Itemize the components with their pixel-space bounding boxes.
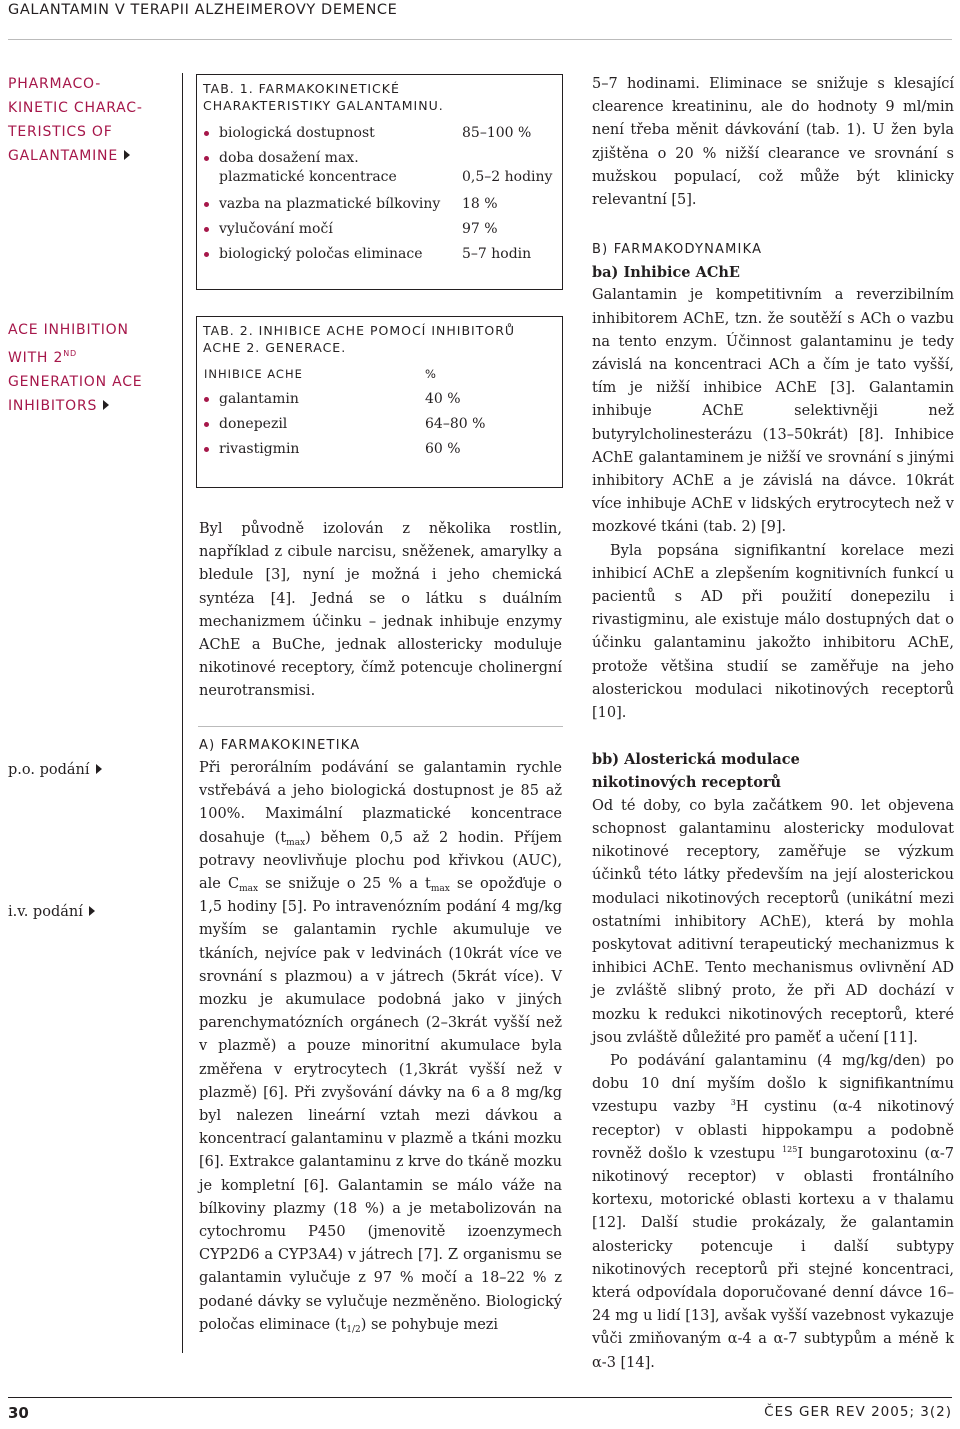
table-1-caption — [197, 75, 562, 114]
sidebar-iv-text: i.v. podání — [8, 904, 83, 920]
table-cell-value: 40 % — [425, 391, 461, 407]
table-cell-value: 97 % — [462, 221, 498, 237]
subscript: max — [286, 837, 306, 848]
table-caption-line: ACHE 2. GENERACE. — [203, 339, 347, 355]
sidebar-line: TERISTICS OF — [8, 124, 113, 140]
sidebar-line: ACE INHIBITION — [8, 322, 129, 338]
bullet-icon — [204, 227, 209, 232]
ba-paragraph-1: Galantamin je kompetitivním a reverzibilním inhibitorem AChE, tzn. že soutěží s ACh o vazbu na tento enzym. Účinnost galantaminu je tedy závislá na koncentraci ACh a čím je tato vyšší, tím je nižší inhibice AChE [3]. Galantamin inhibuje AChE selektivněji než butyrylcholinesterázu (13–50krát) [8]. Inhibice AChE galantaminem je nižší ve srovnání s jinými inhibitory AChE a je závislá na dávce. 10krát více inhibuje AChE v lidských erytrocytech než v mozkové tkáni (tab. 2) [9]. — [592, 287, 954, 536]
sidebar-line: KINETIC CHARAC- — [8, 100, 143, 116]
text-run: ) během 0,5 až 2 hodin. Příjem potravy neovlivňuje plochu pod křivkou (AUC), ale C — [199, 829, 562, 893]
bb-paragraph-2 — [592, 1050, 954, 1375]
table-cell-value: 60 % — [425, 441, 461, 457]
table-row — [197, 195, 562, 220]
text-run: se snižuje o 25 % a t — [258, 876, 431, 893]
arrow-right-icon — [89, 906, 95, 916]
section-a-paragraph — [199, 757, 562, 1337]
table-caption-line: TAB. 2. INHIBICE ACHE POMOCÍ INHIBITORŮ — [203, 323, 516, 338]
bullet-icon — [204, 397, 209, 402]
bullet-icon — [204, 447, 209, 452]
sidebar-line-text: GALANTAMINE — [8, 148, 118, 164]
text-run: ) se pohybuje mezi — [360, 1316, 499, 1333]
superscript: 3 — [730, 1098, 736, 1108]
sidebar-po-text: p.o. podání — [8, 762, 90, 778]
sidebar-superscript: ND — [63, 349, 77, 358]
sidebar-line-text: WITH 2 — [8, 350, 64, 366]
bullet-icon — [204, 252, 209, 257]
sidebar-iv-label — [8, 902, 168, 922]
text-run: Při perorálním podávání se galantamin rychle vstřebává a jeho biologická dostupnost je 85 až 100%. Maximální plazmatické koncentrace dosahuje (t — [199, 760, 562, 846]
sidebar-line: GENERATION ACE — [8, 374, 143, 390]
subsection-ba-heading: ba) Inhibice AChE — [592, 264, 740, 282]
table-cell-value: 64–80 % — [425, 416, 486, 432]
arrow-right-icon — [96, 764, 102, 774]
section-a-heading: A) FARMAKOKINETIKA — [199, 738, 361, 753]
table-1 — [196, 74, 563, 290]
table-row — [197, 149, 562, 195]
table-row — [197, 440, 562, 465]
column-divider — [182, 73, 183, 1353]
table-cell-label: vazba na plazmatické bílkoviny — [219, 196, 441, 212]
table-cell-label: rivastigmin — [219, 441, 300, 457]
section-divider — [198, 726, 563, 727]
running-head: GALANTAMIN V TERAPII ALZHEIMEROVY DEMENCE — [8, 0, 952, 40]
table-2-caption — [197, 317, 562, 356]
table-row — [197, 124, 562, 149]
sidebar-line — [8, 144, 168, 168]
intro-paragraph: Byl původně izolován z několika rostlin, například z cibule narcisu, sněženek, amarylky a bledule [3], nyní je možná i jeho chemická syntéza [4]. Jedná se o látku s duálním mechanizmem účinku – jednak inhibuje enzymy AChE a BuChe, jednak allostericky moduluje nikotinové receptory, čímž potencuje cholinergní neurotransmisi. — [199, 521, 562, 700]
table-cell-label: biologický poločas eliminace — [219, 246, 423, 262]
arrow-right-icon — [103, 400, 109, 410]
table-row — [197, 220, 562, 245]
table-header-row — [197, 366, 562, 390]
ba-paragraph-2: Byla popsána signifikantní korelace mezi inhibicí AChE a zlepšením kognitivních funkcí u pacientů s AD při použití donepezilu i rivastigminu, ale existuje málo dostupných dat o účinku galantaminu jakožto inhibitoru AChE, protože většina studií se zaměřuje na jeho alosterickou modulaci nikotinových receptorů [10]. — [592, 542, 954, 722]
table-cell-value: 0,5–2 hodiny — [462, 169, 553, 185]
section-a-block — [199, 734, 562, 1337]
bb-paragraph-1: Od té doby, co byla začátkem 90. let objevena schopnost galantaminu alostericky modulovat nikotinové receptory, zaměřuje se výzkum účinků této látky především na její alosterickou modulaci nikotinových receptorů (unikátní mezi ostatními inhibitory AChE), která by mohla poskytovat aditivní terapeutický mechanizmus k inhibici AChE. Tento mechanismus ovlivnění AD je zvláště slibný proto, že při AD dochází v mozku k redukci nikotinových receptorů, které jsou zvláště důležité pro paměť a učení [11]. — [592, 797, 954, 1046]
table-caption-line: TAB. 1. FARMAKOKINETICKÉ — [203, 81, 400, 96]
table-cell-value: 85–100 % — [462, 125, 532, 141]
subscript: max — [239, 884, 259, 895]
text-run: se opožďuje o 1,5 hodiny [5]. Po intravenózním podání 4 mg/kg myším se galantamin rychle akumuluje ve tkáních, nejvíce pak v ledvinách (10krát více ve srovnání s plazmou) a v játrech (5krát více). V mozku je akumulace podobná jako v jiných parenchymatózních orgánech (2–3krát vyšší než v plazmě) a pouze minoritní akumulace byla změřena v erytrocytech (1,3krát vyšší než v plazmě) [6]. Při zvyšování dávky na 6 a 8 mg/kg byl nalezen lineární vztah mezi dávkou a koncentrací galantaminu v plazmě a tkáni mozku [6]. Extrakce galantaminu z krve do tkáně mozku je kompletní [6]. Galantamin se málo váže na bílkoviny plazmy (18 %) a je metabolizován na cytochromu P450 (jmenovitě izoenzymech CYP2D6 a CYP3A4) v játrech [7]. Z organismu se galantamin vylučuje z 97 % močí a 18–22 % z podané dávky se vylučuje nezměněno. Biologický poločas eliminace (t — [199, 876, 562, 1333]
subscript: 1/2 — [346, 1324, 361, 1335]
table-cell-value: 18 % — [462, 196, 498, 212]
bullet-icon — [204, 131, 209, 136]
continued-paragraph: 5–7 hodinami. Eliminace se snižuje s klesající clearence kreatininu, ale do hodnoty 9 ml/min není třeba měnit dávkování (tab. 1). U žen byla zjištěna o 20 % nižší clearance ve srovnání s mužskou populací, což může být klinicky relevantní [5]. — [592, 76, 954, 209]
sidebar-line: PHARMACO- — [8, 76, 102, 92]
table-row — [197, 245, 562, 270]
subsection-bb-line: bb) Alosterická modulace — [592, 751, 800, 769]
table-cell-label: donepezil — [219, 416, 288, 432]
table-row — [197, 415, 562, 440]
sidebar-pharmacokinetic-label — [8, 72, 168, 168]
table-cell-label: doba dosažení max. — [219, 150, 359, 166]
table-cell-label: biologická dostupnost — [219, 125, 375, 141]
journal-reference: ČES GER REV 2005; 3(2) — [764, 1404, 952, 1420]
bullet-icon — [204, 422, 209, 427]
table-caption-line: CHARAKTERISTIKY GALANTAMINU. — [203, 97, 444, 113]
intro-text-block — [199, 518, 562, 704]
superscript: 125 — [782, 1144, 798, 1154]
footer-divider — [8, 1397, 952, 1398]
table-2 — [196, 316, 563, 488]
table-cell-value: 5–7 hodin — [462, 246, 532, 262]
text-run: I bungarotoxinu (α-7 nikotinový receptor) v oblasti frontálního kortexu, motorické oblasti kortexu a v thalamu [12]. Další studie prokázaly, že galantamin alostericky potencuje i další subtypy nikotinových receptorů při stejné koncentraci, která odpovídala doporučované denní dávce 16–24 mg u lidí [13], avšak vyšší vazebnost vykazuje vůči zmiňovaným α-4 a α-7 subtypům a méně k α-3 [14]. — [592, 1145, 954, 1371]
right-column — [592, 73, 954, 1375]
page-number: 30 — [8, 1404, 29, 1422]
text-run: H cystinu (α-4 nikotinový receptor) v oblasti hippokampu a podobně rovněž došlo k vzestupu — [592, 1099, 954, 1162]
table-cell-label: vylučování močí — [219, 221, 333, 237]
sidebar-line — [8, 342, 168, 370]
table-row — [197, 390, 562, 415]
arrow-right-icon — [124, 150, 130, 160]
table-header-cell: INHIBICE ACHE — [204, 367, 303, 381]
sidebar-line — [8, 394, 168, 418]
section-b-heading: B) FARMAKODYNAMIKA — [592, 242, 763, 258]
bullet-icon — [204, 156, 209, 161]
subscript: max — [430, 884, 450, 895]
table-header-cell: % — [425, 367, 437, 381]
text-run: Po podávání galantaminu (4 mg/kg/den) po dobu 10 dní myším došlo k signifikantnímu vzestupu vazby — [592, 1052, 954, 1116]
sidebar-ache-inhibition-label — [8, 318, 168, 418]
table-cell-label: galantamin — [219, 391, 299, 407]
subsection-bb-line: nikotinových receptorů — [592, 774, 782, 792]
bullet-icon — [204, 202, 209, 207]
sidebar-po-label — [8, 760, 168, 780]
subsection-bb-heading — [592, 748, 954, 794]
table-cell-label: plazmatické koncentrace — [219, 169, 397, 185]
sidebar-line-text: INHIBITORS — [8, 398, 98, 414]
